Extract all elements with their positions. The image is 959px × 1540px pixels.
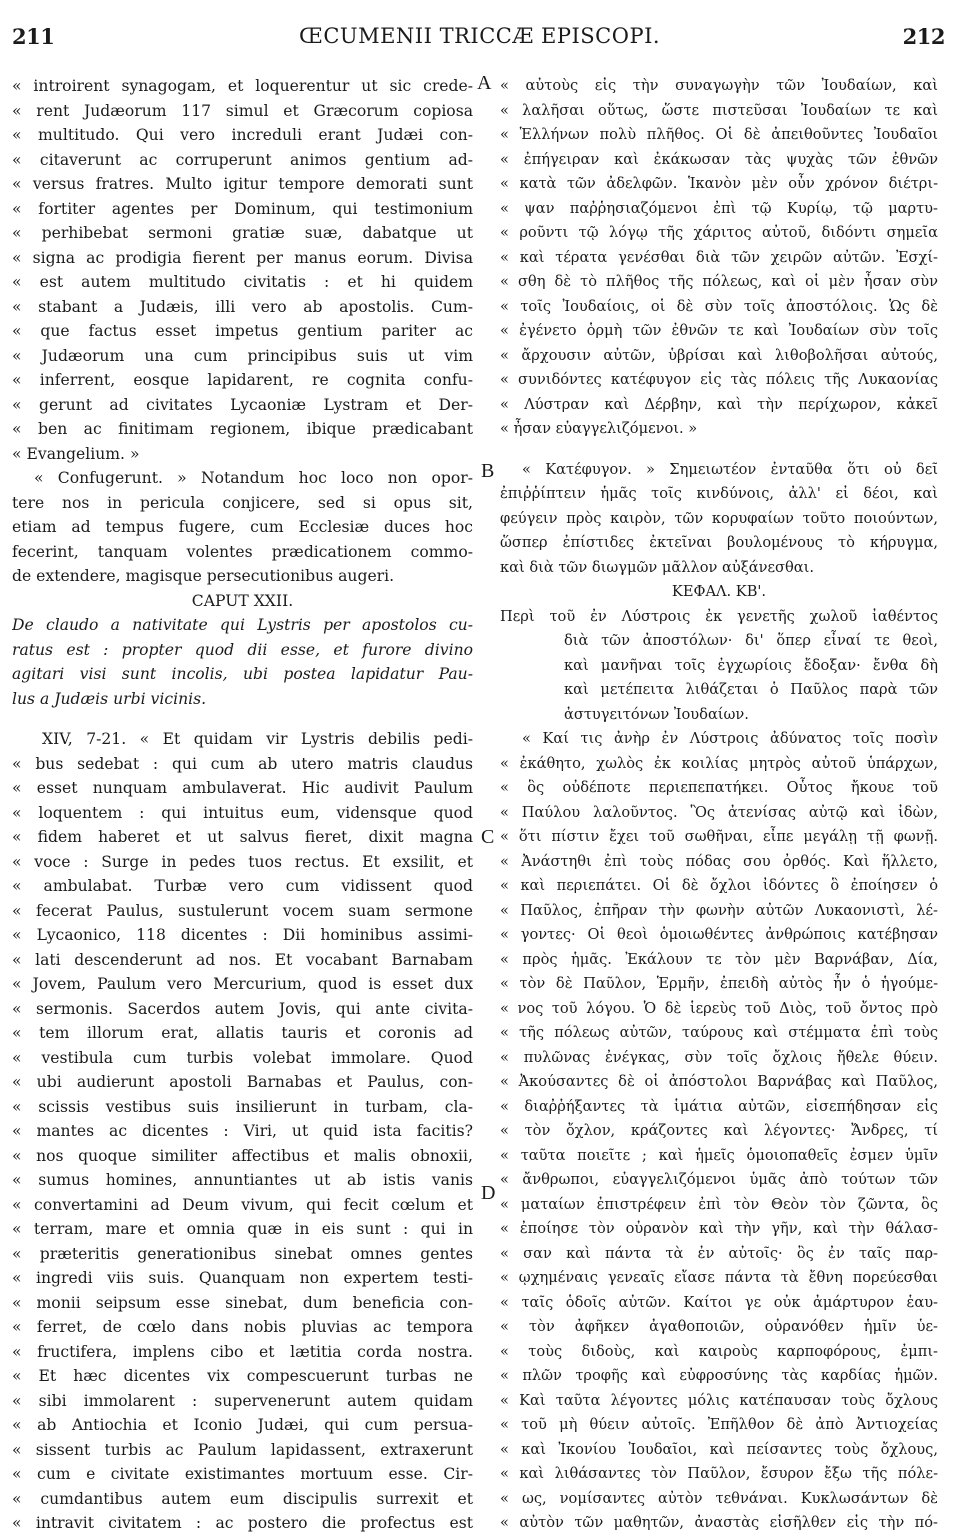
greek-text-line: « σθη δὲ τὸ πλῆθος τῆς πόλεως, καὶ οἱ μὲν ἦσαν σὺν <box>500 273 938 290</box>
greek-text-line: « αὐτοὺς εἰς τὴν συναγωγὴν τῶν Ἰουδαίων, καὶ <box>500 77 938 94</box>
latin-text-line: « ubi audierunt apostoli Barnabas et Paulus, con- <box>12 1073 473 1091</box>
greek-text-line: « ὅτι πίστιν ἔχει τοῦ σωθῆναι, εἶπε μεγάλῃ τῇ φωνῇ. <box>500 828 938 845</box>
latin-text-line: « citaverunt ac corruperunt animos gentium ad- <box>12 150 473 169</box>
greek-text-line: « σαν καὶ πάντα τὰ ἐν αὐτοῖς· ὃς ἐν ταῖς παρ- <box>500 1244 938 1262</box>
latin-text-line: « ben ac finitimam regionem, ibique prædicabant <box>12 420 473 438</box>
latin-text-line: « rent Judæorum 117 simul et Græcorum copiosa <box>12 101 473 120</box>
running-header <box>0 10 959 50</box>
greek-text-line: « συνιδόντες κατέφυγον εἰς τὰς πόλεις τῆς Λυκαονίας <box>500 371 938 388</box>
greek-text-line: « νος τοῦ λόγου. Ὁ δὲ ἱερεὺς τοῦ Διὸς, τοῦ ὄντος πρὸ <box>500 999 938 1017</box>
greek-text-line: « ταῖς ὁδοῖς αὐτῶν. Καίτοι γε οὐκ ἀμάρτυρον ἑαυ- <box>500 1293 938 1311</box>
latin-text-line: de extendere, magisque persecutionibus augeri. <box>12 567 395 585</box>
greek-text-line: « ἦσαν εὐαγγελιζόμενοι. » <box>500 420 698 437</box>
latin-text-line: « loquentem : qui intuitus eum, vidensque quod <box>12 803 473 822</box>
greek-text-line: « Παῦλος, ἐπῆραν τὴν φωνὴν αὐτῶν Λυκαονιστὶ, λέ- <box>500 901 938 919</box>
latin-text-line: « multitudo. Qui vero increduli erant Judæi con- <box>12 126 473 144</box>
running-title: ŒCUMENII TRICCÆ EPISCOPI. <box>298 24 661 48</box>
greek-text-line: « Καί τις ἀνὴρ ἐν Λύστροις ἀδύνατος τοῖς ποσὶν <box>522 730 938 747</box>
greek-text-line: καὶ μετέπειτα λιθάζεται ὁ Παῦλος παρὰ τῶν <box>564 681 938 698</box>
greek-text-line: « τῆς πόλεως αὐτῶν, ταύρους καὶ στέμματα ἐπὶ τοὺς <box>500 1024 938 1041</box>
latin-text-line: « fructifera, implens cibo et lætitia corda nostra. <box>12 1342 473 1361</box>
latin-text-line: « Et hæc dicentes vix compescuerunt turbas ne <box>12 1367 473 1385</box>
latin-text-line: « sissent turbis ac Paulum lapidassent, extraxerunt <box>12 1440 473 1459</box>
latin-text-line: « sermonis. Sacerdos autem Jovis, qui ante civita- <box>12 999 473 1018</box>
greek-text-line: « πλῶν τροφῆς καὶ εὐφροσύνης τὰς καρδίας ἡμῶν. <box>500 1367 938 1384</box>
greek-text-line: ὥσπερ ἐπίστιδες ἐκτεῖναι βουλομένους τὸ κήρυγμα, <box>500 534 938 551</box>
latin-text-line: « mantes ac dicentes : Viri, ut quid ista facitis? <box>12 1122 473 1140</box>
latin-text-line: « Judæorum una cum principibus suis ut vim <box>12 346 473 365</box>
greek-text-line: « ἐκάθητο, χωλὸς ἐκ κοιλίας μητρὸς αὐτοῦ ὑπάρχων, <box>500 754 938 772</box>
greek-text-line: καὶ διὰ τῶν διωγμῶν μᾶλλον αὐξάνεσθαι. <box>500 558 815 576</box>
latin-text-line: ratus est : propter quod dii esse, et furore divino <box>12 640 473 659</box>
page-number-right: 212 <box>902 24 945 49</box>
greek-text-line: « τὸν δὲ Παῦλον, Ἑρμῆν, ἐπειδὴ αὐτὸς ἦν ὁ ἡγούμε- <box>500 975 938 992</box>
latin-text-line: CAPUT XXII. <box>191 591 294 610</box>
greek-text-line: « διαῤῥήξαντες τὰ ἱμάτια αὐτῶν, εἰσεπήδησαν εἰς <box>500 1097 938 1115</box>
latin-text-line: « que factus esset impetus gentium pariter ac <box>12 322 473 340</box>
latin-text-line: « cumdantibus autem eum discipulis surrexit et <box>12 1489 473 1508</box>
latin-text-line: XIV, 7-21. « Et quidam vir Lystris debilis pedi- <box>42 730 473 748</box>
latin-text-line: « ambulabat. Turbæ vero cum vidissent quod <box>12 877 473 895</box>
latin-text-line: « fortiter agentes per Dominum, qui testimonium <box>12 199 473 218</box>
greek-text-line: « ροῦντι τῷ λόγῳ τῆς χάριτος αὐτοῦ, διδόντι σημεῖα <box>500 224 938 241</box>
latin-text-line: « ferret, de cœlo dans nobis pluvias ac tempora <box>12 1318 473 1336</box>
latin-text-line: « fecerat Paulus, sustulerunt vocem suam sermone <box>12 901 473 920</box>
latin-text-line: « voce : Surge in pedes tuos rectus. Et exsilit, et <box>12 852 473 871</box>
latin-text-line: « Jovem, Paulum vero Mercurium, quod is esset dux <box>12 975 473 993</box>
greek-text-line: « ὃς οὐδέποτε περιεπεπατήκει. Οὗτος ἤκουε τοῦ <box>500 779 938 796</box>
greek-text-line: « τοῦ μὴ θύειν αὐτοῖς. Ἐπῆλθον δὲ ἀπὸ Ἀντιοχείας <box>500 1416 938 1433</box>
greek-text-line: « πυλῶνας ἐνέγκας, σὺν τοῖς ὄχλοις ἤθελε θύειν. <box>500 1048 938 1066</box>
greek-text-line: « λαλῆσαι οὕτως, ὥστε πιστεῦσαι Ἰουδαίων τε καὶ <box>500 101 938 119</box>
page-number-left: 211 <box>12 24 55 49</box>
latin-text-line: « stabant a Judæis, illi vero ab apostolis. Cum- <box>12 297 473 316</box>
latin-text-line: « præteritis generationibus sinebat omnes gentes <box>12 1244 473 1263</box>
greek-text-line: « ἐποίησε τὸν οὐρανὸν καὶ τὴν γῆν, καὶ τὴν θάλασ- <box>500 1220 938 1237</box>
latin-text-line: lus a Judæis urbi vicinis. <box>12 689 207 708</box>
latin-text-line: « sibi immolarent : supervenerunt autem quidam <box>12 1391 473 1410</box>
latin-text-line: « signa ac prodigia fierent per manus eorum. Divisa <box>12 248 473 267</box>
margin-marker-d: D <box>481 1182 496 1204</box>
greek-text-line <box>500 442 938 458</box>
latin-text-line: « ab Antiochia et Iconio Judæi, qui cum persua- <box>12 1416 473 1434</box>
greek-text-line: « ταῦτα ποιεῖτε ; καὶ ἡμεῖς ὁμοιοπαθεῖς ἐσμεν ὑμῖν <box>500 1146 938 1164</box>
latin-text-line <box>12 711 473 727</box>
latin-text-line: « convertamini ad Deum vivum, qui fecit cœlum et <box>12 1195 473 1214</box>
latin-text-line: « monii seipsum esse sinebat, dum beneficia con- <box>12 1293 473 1312</box>
latin-text-line: De claudo a nativitate qui Lystris per apostolos cu- <box>12 616 473 634</box>
latin-text-line: « lati descenderunt ad nos. Et vocabant Barnabam <box>12 950 473 969</box>
greek-text-line: « ῳχημέναις γενεαῖς εἴασε πάντα τὰ ἔθνη πορεύεσθαι <box>500 1269 938 1286</box>
latin-text-line: « introirent synagogam, et loquerentur ut sic crede- <box>12 77 473 95</box>
greek-text-line: « καὶ Ἰκονίου Ἰουδαῖοι, καὶ πείσαντες τοὺς ὄχλους, <box>500 1440 938 1458</box>
latin-text-line: « scissis vestibus suis insilierunt in turbam, cla- <box>12 1097 473 1116</box>
greek-text-line: « καὶ περιεπάτει. Οἱ δὲ ὄχλοι ἰδόντες ὃ ἐποίησεν ὁ <box>500 877 938 894</box>
latin-column <box>12 74 473 1536</box>
margin-marker-c: C <box>481 826 495 848</box>
greek-text-line: καὶ μανῆναι τοῖς ἐγχωρίοις ἔδοξαν· ἔνθα δὴ <box>564 656 938 674</box>
latin-text-line: fecerint, tanquam volentes prædicationem commo- <box>12 542 473 561</box>
greek-text-line: « τοῖς Ἰουδαίοις, οἱ δὲ σὺν τοῖς ἀποστόλοις. Ὡς δὲ <box>500 297 938 315</box>
latin-text-line: « inferrent, eosque lapidarent, re cognita confu- <box>12 371 473 389</box>
latin-text-line: « vestibula cum turbis volebat immolare. Quod <box>12 1048 473 1067</box>
greek-text-line: « τὸν ὄχλον, κράζοντες καὶ λέγοντες· Ἄνδρες, τί <box>500 1122 938 1139</box>
latin-text-line: agitari visi sunt incolis, ubi postea lapidatur Pau- <box>12 665 473 683</box>
greek-text-line: ΚΕΦΑΛ. ΚΒ'. <box>671 583 767 600</box>
greek-text-line: « Λύστραν καὶ Δέρβην, καὶ τὴν περίχωρον, κἀκεῖ <box>500 395 938 413</box>
greek-text-line: φεύγειν πρὸς καιρὸν, τῶν κορυφαίων τοῦτο ποιούντων, <box>500 509 938 527</box>
margin-marker-b: B <box>481 460 495 482</box>
greek-text-line: « ως, νομίσαντες αὐτὸν τεθνάναι. Κυκλωσάντων δὲ <box>500 1489 938 1507</box>
latin-text-line: « est autem multitudo civitatis : et hi quidem <box>12 273 473 291</box>
greek-text-line: « πρὸς ἡμᾶς. Ἐκάλουν τε τὸν μὲν Βαρνάβαν, Δία, <box>500 950 938 968</box>
latin-text-line: « terram, mare et omnia quæ in eis sunt : qui in <box>12 1220 473 1238</box>
greek-text-line: « Ἀκούσαντες δὲ οἱ ἀπόστολοι Βαρνάβας καὶ Παῦλος, <box>500 1073 938 1090</box>
greek-text-line: ἀστυγειτόνων Ἰουδαίων. <box>564 705 749 723</box>
greek-text-line: « Ἑλλήνων πολὺ πλῆθος. Οἱ δὲ ἀπειθοῦντες Ἰουδαῖοι <box>500 126 938 143</box>
latin-text-line: « cum e civitate existimantes mortuum esse. Cir- <box>12 1465 473 1483</box>
latin-text-line: tere nos in pericula conjicere, sed si opus sit, <box>12 493 473 512</box>
latin-text-line: « esset nunquam ambulaverat. Hic audivit Paulum <box>12 779 473 797</box>
latin-text-line: « nos quoque similiter affectibus et malis obnoxii, <box>12 1146 473 1165</box>
greek-text-line: « αὐτὸν τῶν μαθητῶν, ἀναστὰς εἰσῆλθεν εἰς τὴν πό- <box>500 1514 938 1531</box>
latin-text-line: « Confugerunt. » Notandum hoc loco non opor- <box>34 469 473 487</box>
latin-text-line: « perhibebat sermoni gratiæ suæ, dabatque ut <box>12 224 473 242</box>
latin-text-line: « Evangelium. » <box>12 444 140 463</box>
greek-text-line: « ματαίων ἐπιστρέφειν ἐπὶ τὸν Θεὸν τὸν ζῶντα, ὃς <box>500 1195 938 1213</box>
latin-text-line: etiam ad tempus fugere, cum Ecclesiæ duces hoc <box>12 518 473 536</box>
greek-text-line: « ἐπήγειραν καὶ ἐκάκωσαν τὰς ψυχὰς τῶν ἐθνῶν <box>500 150 938 168</box>
margin-marker-a: A <box>477 72 492 94</box>
latin-text-line: « intravit civitatem : ac postero die profectus est <box>12 1514 473 1532</box>
greek-text-line: « τὸν ἀφῆκεν ἀγαθοποιῶν, οὐρανόθεν ἡμῖν ὑε- <box>500 1318 938 1335</box>
latin-text-line: « versus fratres. Multo igitur tempore demorati sunt <box>12 175 473 193</box>
latin-text-line: « sumus homines, annuntiantes ut ab istis vanis <box>12 1171 473 1189</box>
greek-text-line: « κατὰ τῶν ἀδελφῶν. Ἱκανὸν μὲν οὖν χρόνον διέτρι- <box>500 175 938 192</box>
greek-text-line: « Καὶ ταῦτα λέγοντες μόλις κατέπαυσαν τοὺς ὄχλους <box>500 1391 938 1409</box>
latin-text-line: « gerunt ad civitates Lycaoniæ Lystram et Der- <box>12 395 473 414</box>
greek-text-line: Περὶ τοῦ ἐν Λύστροις ἐκ γενετῆς χωλοῦ ἰαθέντος <box>500 607 938 625</box>
greek-column <box>500 74 938 1536</box>
greek-text-line: « Ἀνάστηθι ἐπὶ τοὺς πόδας σου ὀρθός. Καὶ ἥλλετο, <box>500 852 938 870</box>
greek-text-line: « καὶ λιθάσαντες τὸν Παῦλον, ἔσυρον ἔξω τῆς πόλε- <box>500 1465 938 1482</box>
greek-text-line: « ψαν παῤῥησιαζόμενοι ἐπὶ τῷ Κυρίῳ, τῷ μαρτυ- <box>500 199 938 217</box>
greek-text-line: ἐπιῤῥίπτειν ἡμᾶς τοῖς κινδύνοις, ἀλλ' εἰ δέοι, καὶ <box>500 485 938 502</box>
greek-text-line: « γοντες· Οἱ θεοὶ ὁμοιωθέντες ἀνθρώποις κατέβησαν <box>500 926 938 943</box>
greek-text-line: « ἐγένετο ὁρμὴ τῶν ἐθνῶν τε καὶ Ἰουδαίων σὺν τοῖς <box>500 322 938 339</box>
greek-text-line: « ἄρχουσιν αὐτῶν, ὑβρίσαι καὶ λιθοβολῆσαι αὐτούς, <box>500 346 938 364</box>
latin-text-line: « tem illorum erat, allatis tauris et coronis ad <box>12 1024 473 1042</box>
latin-text-line: « ingredi viis suis. Quanquam non expertem testi- <box>12 1269 473 1287</box>
greek-text-line: « Παύλου λαλοῦντος. Ὃς ἀτενίσας αὐτῷ καὶ ἰδὼν, <box>500 803 938 821</box>
latin-text-line: « bus sedebat : qui cum ab utero matris claudus <box>12 754 473 773</box>
greek-text-line: « ἄνθρωποι, εὐαγγελιζόμενοι ὑμᾶς ἀπὸ τούτων τῶν <box>500 1171 938 1188</box>
greek-text-line: « Κατέφυγον. » Σημειωτέον ἐνταῦθα ὅτι οὐ δεῖ <box>522 460 938 478</box>
greek-text-line: « καὶ τέρατα γενέσθαι διὰ τῶν χειρῶν αὐτῶν. Ἐσχί- <box>500 248 938 266</box>
latin-text-line: « Lycaonico, 118 dicentes : Dii hominibus assimi- <box>12 926 473 944</box>
latin-text-line: « fidem haberet et ut salvus fieret, dixit magna <box>12 828 473 846</box>
greek-text-line: διὰ τῶν ἀποστόλων· δι' ὅπερ εἶναί τε θεοὶ, <box>564 632 938 649</box>
greek-text-line: « τοὺς διδοὺς, καὶ καιροὺς καρποφόρους, ἐμπι- <box>500 1342 938 1360</box>
